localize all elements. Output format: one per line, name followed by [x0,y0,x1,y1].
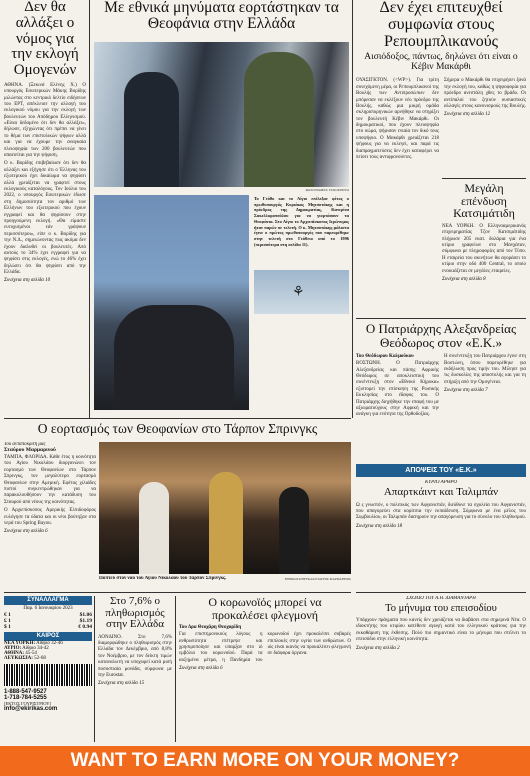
column-divider [94,596,95,742]
guard-figure [244,52,314,187]
editorial-headline[interactable]: Απαρτκάιντ και Ταλιμπάν [383,486,499,498]
article-headline-inflation[interactable]: Στο 7,6% ο πληθωρισμός στην Ελλάδα [105,596,165,631]
photo-presidency-event[interactable] [94,195,249,410]
column-divider [89,0,90,418]
comment-section [356,596,526,742]
exchange-row: £ 1 $1.19 [4,618,92,624]
info-sidebar [4,596,92,742]
bird-icon: ⚘ [292,285,305,300]
article-body-tarpon: ΤΑΜΠΑ, ΦΛΟΡΙΔΑ. Κάθε έτος η κοινότητα του Αγίου Νικολάου διοργανώνει τον εορτασμό των Θεοφανίων στο Τάρπον Σπρινγκς, τον μεγαλύτερο εορτασμό Θεοφανίων στην Αμερική. Εφέτος χιλιάδες πιστοί συγκεντρώθηκαν για να παρακολουθήσουν την κατάδυση του Σταυρού από νέους της κοινότητας. [4,455,96,505]
comment-headline[interactable]: Το μήνυμα του επεισοδίου [385,603,497,614]
weather-row: ΑΘΗΝΑ: 45-54 [4,651,37,656]
clergy-figure [279,487,309,574]
article-headline-covid[interactable]: Ο κορωνοϊός μπορεί να προκαλέσει φλεγμονή [208,596,322,622]
editorial-section [356,480,526,590]
story-covid [179,596,351,742]
section-divider [356,592,526,593]
article-byline-patriarch: Του Θεόδωρου Καλμούκου [356,354,414,360]
comment-body: Υπάρχουν πράγματα που κανείς δεν χρειάζεται να διαβάσει στα σημερινά Νέα. Ο ιδιοκτήτης του κτιρίου κατέθεσε αγωγή κατά του ελληνικού κράτους για την εκκαθάριση της έκθεσης. Πολύ πιο σημαντικό είναι το μήνυμα που στέλνει το επεισόδιο στην ελληνική κοινότητα. [356,618,526,643]
exchange-header: ΣΥΝΑΛΛΑΓΜΑ [4,596,92,605]
article-lead-omogeneis: ΑΘΗΝΑ. (Ξεκινά Ελένης Χ.) Ο υπουργός Εσωτερικών Μάκης Βορίδης μιλώντας στο κεντρικό δελτίο ειδήσεων του ΕΡΤ, απέκλεισε την αλλαγή του εκλογικού νόμου για την εκλογή των βουλευτών του Απόδημου Ελληνισμού. «Είναι δεδομένο ότι δεν θα αλλάξει», δήλωσε, εξηγώντας ότι πρέπει να γίνει το θέμα των επιστολικών ψήφων αλλά και για να έχουμε την αναγκαία πλειοψηφία των 200 βουλευτών που απαιτείται για την ψήφιση. [4,82,86,159]
article-headline-omogeneis[interactable]: Δεν θα αλλάξει ο νόμος για την εκλογή Ομογενών [11,0,79,78]
section-divider [4,592,351,593]
continued-link-omogeneis[interactable]: Συνέχεια στη σελίδα 10 [4,278,51,284]
email-link[interactable]: info@ekirikas.com [4,706,58,712]
crowd-figure [114,305,234,410]
photo-mitsotakis-ceremony[interactable] [94,42,349,187]
continued-link-comment[interactable]: Συνέχεια στη σελίδα 2 [356,645,400,651]
continued-link-republicans[interactable]: Συνέχεια στη σελίδα 12 [444,112,491,118]
article-headline-tarpon[interactable]: Ο εορτασμός των Θεοφανίων στο Τάρπον Σπρινγκς [37,422,318,436]
weather-header: ΚΑΙΡΟΣ [4,632,92,641]
exchange-row: $ 1 € 0.94 [4,624,92,630]
box-katsimatidis [442,178,526,308]
photo-credit-tarpon: ΕΘΝΙΚΟΣ ΚΗΡΥΚΑΣ/ΣΤΑΥΡΟΣ ΜΑΡΜΑΡΙΝΟΣ [284,577,351,581]
article-body-republicans: ΟΥΑΣΙΓΚΤΟΝ. (<WP>). Για τρίτη συνεχόμενη μέρα, οι Ρεπουμπλικανοί της Βουλής των Αντιπροσώπων δεν μπόρεσαν να εκλέξουν νέο πρόεδρο της Βουλής, καθώς μια μικρή ομάδα σκληροπυρηνικών αρνήθηκε να στηρίξει τον βουλευτή Κέβιν Μακάρθι. Οι δημοκρατικοί, που έχουν πλειοψηφία στο σώμα, ψήφισαν ενιαία τον δικό τους υποψήφιο. Ο Μακάρθι χρειάζεται 218 ψήφους για να εκλεγεί, και παρά τις διαπραγματεύσεις δεν έχει καταφέρει να πείσει τους αντιφρονούντες. [356,78,439,160]
comment-label: ΣΧΟΛΙΟ ΤΟΥ Α.Η. ΔΙΑΜΑΝΤΑΡΗ [406,596,476,601]
photo-credit: ΦΩΤΟΓΡΑΦΙΕΣ: EUROKINISSI [305,188,349,192]
continued-link-editorial[interactable]: Συνέχεια στη σελίδα 18 [356,523,403,529]
editorial-label: ΚΥΡΙΟ ΑΡΘΡΟ [425,480,457,485]
photo-tarpon-church[interactable] [99,442,351,574]
right-story-republicans [356,0,526,160]
tarpon-byline-label: Του ανταποκριτή μας [4,442,46,447]
phone-label: [ΕΚΤΟΣ ΓΟΥΡΙΣΤΡΙΟΥ] [4,701,51,706]
tarpon-text-column [4,442,96,590]
person-figure [124,72,179,187]
article-subhead-republicans: Αισιόδοξος, πάντως, δηλώνει ότι είναι ο Κέβιν Μακάρθι [364,52,518,73]
article-body2-republicans: Σήμερα ο Μακάρθι θα επιχειρήσει ξανά την εκλογή του, καθώς η ψηφοφορία για πρόεδρο ανεστάλη χθες το βράδυ. Οι αντίπαλοί του ζητούν ουσιαστικές αλλαγές στους κανονισμούς της Βουλής. [444,78,526,109]
tarpon-byline: Σταύρου Μαρμαρινού [4,447,56,453]
column-divider [352,0,353,418]
weather-row: ΑΥΡΙΟ: Αίθριο 34-42 [4,646,49,651]
weather-row: ΝΕΑ ΥΟΡΚΗ: Αίθριο 32-46 [4,641,63,646]
continued-link-patriarch[interactable]: Συνέχεια στη σελίδα 7 [444,388,488,394]
center-story [94,0,349,418]
article-body2-patriarch: Η συνέντευξη του Πατριάρχου έγινε στη Βοστώνη, όπου παρευρέθηκε για εκδήλωση προς τιμήν του. Μίλησε για τις δυσκολίες της αποστολής και για τη στήριξη από την Ομογένεια. [444,354,526,385]
article-headline-katsimatidis[interactable]: Μεγάλη επένδυση Κατσιμάτιδη [453,181,515,221]
left-column [4,0,86,418]
article-body-patriarch: ΒΟΣΤΩΝΗ. Ο Πατριάρχης Αλεξανδρείας και πάσης Αφρικής Θεόδωρος σε αποκλειστική του συνέντευξη στον «Εθνικό Κήρυκα» εξιστορεί την επίσκεψη της Ρωσικής Εκκλησίας στο έδαφος του. Ο Πατριάρχης διηγήθηκε την επαφή του με αξιωματούχους στην Αφρική και την ανάγκη για ενότητα της Ορθοδοξίας. [356,361,439,418]
article-body-covid: Για επιστημονικούς λόγους η ανθρωπότητα επέτρεψε και χρησιμοποίησε και υπαρξαν στο ιό εμβόλιο του κορωνοϊού. Παρά τα αυξημένα μέτρα, η Πανδημία του κορωνοϊού έχει προκαλέσει σοβαρές επιπλοκές στην υγεία των ανθρώπων. Ο ιός είναι ικανός να προκαλέσει φλεγμονή σε διάφορα όργανα. [179,632,351,663]
article-body2-tarpon: Ο Αρχιεπίσκοπος Αμερικής Ελπιδοφόρος ευλόγησε τα ύδατα και οι νέοι βούτηξαν στα νερά του Spring Bayou. [4,508,96,526]
photo-bird-in-flight [254,270,349,314]
photo-caption-theofania: Το Γεύθο και το Αίγιο επέλεξαν φέτος ο πρωθυπουργός Κυριάκος Μητσοτάκης και η πρόεδρος της Δημοκρατίας, Κατερίνα Σακελλαροπούλου για να γιορτάσουν τα Θεοφάνια. Στο Αίγιο το Αρχιεπίσκοπος Ιερώνυμος ήταν παρών σε τελετή. Ο κ. Μητσοτάκης μάλιστα έγινε ο πρώτος πρωθυπουργός που παρευρέθηκε στην τελετή στο Γεύθειο από το 1996 (περισσότερα στη σελίδα 11). [254,196,349,247]
story-inflation [98,596,172,742]
article-body-inflation: ΛΟΝΔΙΝΟ. Στο 7,6% διαμορφώθηκε ο πληθωρισμός στην Ελλάδα τον Δεκέμβριο, από 8,8% τον Νοέμβριο, με τον δείκτη τιμών καταναλωτή να υποχωρεί κατά μισή ποσοστιαία μονάδα, σύμφωνα με την Eurostat. [98,634,172,678]
clergy-figure [209,472,243,574]
section-divider [4,418,351,419]
article-byline-covid: Του Δρα Θεοχάρη Θεοχαρίδη [179,625,242,631]
article-body-omogeneis: Ο κ. Βορίδης επιβεβαίωσε ότι δεν θα αλλάξει και εξήγησε ότι ο Έλληνας του εξωτερικού έχει δικαίωμα να ψηφίσει αλλά χρειάζεται να γραφτεί στους εκλογικούς καταλόγους. Τον Ιούλιο του 2022, ο υπουργός Εσωτερικών έδωσε στη δημοσιότητα τον αριθμό των Ελλήνων του εξωτερικού που έχουν εγγραφεί και θα ψηφίσουν στην προηγούμενη εκλογή. «Θα είμαστε ευτυχισμένοι εάν γράψουν περισσότεροι», είπε ο κ. Βορίδης για την Ν.Δ., σημειώνοντας πως ακόμα δεν έχουν διαλυθεί οι βουλευτές. Από αυτούς το 34% έχει εγγραφεί για να ψηφίσει στις εκλογές, ενώ το 46% έχει δηλώσει ότι θα ψηφίσει από την Ελλάδα. [4,161,86,276]
exchange-row: € 1 $1.06 [4,612,92,618]
clergy-figure [139,482,169,574]
article-headline-republicans[interactable]: Δεν έχει επιτευχθεί συμφωνία στους Ρεπουμπλικανούς [379,0,503,50]
editorial-body: Ω ς γνωστόν, ο πολιτικός των Αφγανιστάν, διεύθυνε τα σχολεία του Αφγανιστάν, που απαγορεύει στα κορίτσια την εκπαίδευση. Σύμφωνα με ένα μέλος του Συμβουλίου, οι Ταλιμπάν διατηρούν την απαγόρευση για το σύνολο του πληθυσμού. [356,502,526,521]
phone-number[interactable]: 1-718-784-5255 [4,695,47,701]
photo-caption-tarpon: Ποπτεύ στον ναό του Αγίου Νικολάου του Τάρπον Σπρινγκς. [99,576,227,581]
column-divider [175,596,176,742]
article-headline-theofania[interactable]: Με εθνικά μηνύματα εορτάστηκαν τα Θεοφάνια στην Ελλάδα [104,0,339,33]
exchange-date: Παρ. 6 Ιανουαρίου 2023 [23,606,73,611]
continued-link-katsimatidis[interactable]: Συνέχεια στη σελίδα 8 [442,276,486,282]
ad-banner[interactable]: WANT TO EARN MORE ON YOUR MONEY? [0,746,530,776]
opinion-bar: ΑΠΟΨΕΙΣ ΤΟΥ «Ε.Κ.» [356,464,526,477]
continued-link-covid[interactable]: Συνέχεια στη σελίδα 6 [179,666,223,672]
article-body-katsimatidis: ΝΕΑ ΥΟΡΚΗ. Ο Ελληνοαμερικανός επιχειρηματίας Τζον Κατσιμάτιδης πλήρωσε 205 εκατ. δολάρια για ένα κτίριο γραφείων στο Μανχάταν, σύμφωνα με πληροφορίες από τον Τύπο. Η εταιρεία του ακινήτων θα αγοράσει το κτίριο στην οδό 400 Central, το οποίο ενοικιάζεται σε μεγάλες εταιρείες. [442,223,526,274]
story-patriarch [356,318,526,461]
phone-number[interactable]: 1-888-547-9527 [4,689,47,695]
weather-row: ΛΕΥΚΩΣΙΑ: 52-68 [4,656,46,661]
continued-link-inflation[interactable]: Συνέχεια στη σελίδα 15 [98,681,145,687]
article-headline-patriarch[interactable]: Ο Πατριάρχης Αλεξανδρείας Θεόδωρος στον «Ε.Κ.» [365,321,517,350]
continued-link-tarpon[interactable]: Συνέχεια στη σελίδα 6 [4,529,48,535]
barcode [4,664,92,686]
